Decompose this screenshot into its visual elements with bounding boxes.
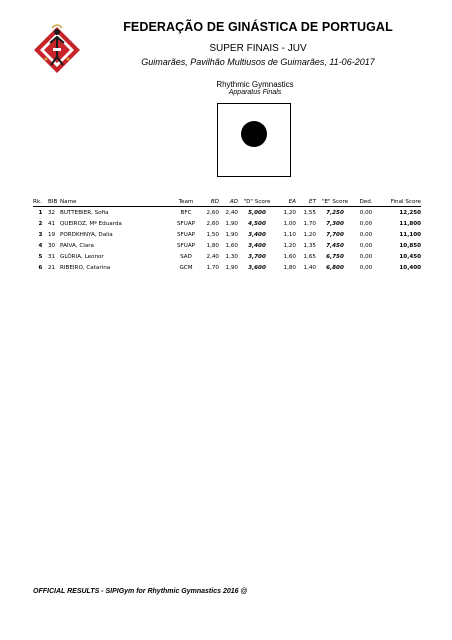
final-score-cell: 10,850	[399, 242, 421, 249]
apparatus-box	[217, 103, 291, 177]
federation-logo	[30, 23, 84, 77]
results-table	[33, 198, 421, 273]
header-deduction: Ded.	[354, 198, 378, 207]
final-score-cell: 11,800	[399, 220, 421, 227]
table-row	[33, 251, 421, 262]
header-team: Team	[172, 198, 200, 207]
header-d-score: "D" Score	[238, 198, 276, 207]
team-cell: GCM	[179, 264, 193, 271]
deduction-cell: 0,00	[359, 209, 373, 216]
gymnast-name: PORDKHNYA, Dalia	[60, 231, 113, 238]
rank-cell: 6	[38, 264, 43, 271]
ea-cell: 1,20	[283, 209, 296, 216]
gymnast-name: QUEIROZ, Mª Eduarda	[60, 220, 122, 227]
d-score-cell: 3,700	[248, 253, 266, 260]
e-score-cell: 7,450	[326, 242, 344, 249]
bd-cell: 2,60	[206, 220, 219, 227]
final-score-cell: 10,400	[399, 264, 421, 271]
ea-cell: 1,00	[283, 220, 296, 227]
results-header-row	[33, 198, 421, 207]
gymnast-name: RIBEIRO, Catarina	[60, 264, 111, 271]
team-cell: SAD	[180, 253, 192, 260]
venue-date: Guimarães, Pavilhão Multiusos de Guimarães, 11-06-2017	[141, 57, 375, 67]
ad-cell: 1,60	[225, 242, 238, 249]
bd-cell: 2,60	[206, 209, 219, 216]
et-cell: 1,70	[303, 220, 316, 227]
team-cell: SFUAP	[176, 242, 196, 249]
et-cell: 1,55	[303, 209, 316, 216]
header-et: ET	[296, 198, 316, 207]
team-cell: SFUAP	[176, 231, 196, 238]
ad-cell: 1,90	[225, 264, 238, 271]
bd-cell: 2,40	[206, 253, 219, 260]
bib-cell: 32	[48, 209, 56, 216]
header-ad: AD	[219, 198, 238, 207]
d-score-cell: 5,000	[248, 209, 266, 216]
ad-cell: 1,90	[225, 220, 238, 227]
e-score-cell: 6,750	[326, 253, 344, 260]
header-name: Name	[60, 198, 172, 207]
d-score-cell: 3,400	[248, 231, 266, 238]
table-row	[33, 207, 421, 219]
header-ea: EA	[276, 198, 296, 207]
d-score-cell: 4,500	[248, 220, 266, 227]
bd-cell: 1,80	[206, 242, 219, 249]
e-score-cell: 7,700	[326, 231, 344, 238]
bib-cell: 31	[48, 253, 56, 260]
deduction-cell: 0,00	[359, 264, 373, 271]
header-final-score: Final Score	[378, 198, 421, 207]
gymnast-name: GLÓRIA, Leonor	[60, 253, 104, 260]
bib-cell: 30	[48, 242, 56, 249]
federation-logo-icon	[30, 23, 84, 77]
ball-icon	[241, 121, 267, 147]
discipline-label: Rhythmic Gymnastics	[216, 80, 294, 89]
deduction-cell: 0,00	[359, 220, 373, 227]
deduction-cell: 0,00	[359, 253, 373, 260]
rank-cell: 2	[38, 220, 43, 227]
table-row	[33, 218, 421, 229]
et-cell: 1,40	[303, 264, 316, 271]
d-score-cell: 3,600	[248, 264, 266, 271]
header-bib: BIB	[48, 198, 60, 207]
team-cell: BFC	[180, 209, 192, 216]
et-cell: 1,35	[303, 242, 316, 249]
bd-cell: 1,70	[206, 264, 219, 271]
phase-label: Apparatus Finals	[228, 89, 282, 96]
bib-cell: 21	[48, 264, 56, 271]
deduction-cell: 0,00	[359, 231, 373, 238]
header-e-score: "E" Score	[316, 198, 354, 207]
rank-cell: 1	[38, 209, 43, 216]
organization-title: FEDERAÇÃO DE GINÁSTICA DE PORTUGAL	[123, 20, 393, 34]
table-row	[33, 240, 421, 251]
final-score-cell: 11,100	[399, 231, 421, 238]
bd-cell: 1,50	[206, 231, 219, 238]
ad-cell: 2,40	[225, 209, 238, 216]
ad-cell: 1,90	[225, 231, 238, 238]
d-score-cell: 3,400	[248, 242, 266, 249]
ad-cell: 1,30	[225, 253, 238, 260]
final-score-cell: 10,450	[399, 253, 421, 260]
footer-note: OFFICIAL RESULTS - SIPIGym for Rhythmic Gymnastics 2016 @	[33, 588, 248, 595]
rank-cell: 5	[38, 253, 43, 260]
event-title: SUPER FINAIS - JUV	[209, 43, 307, 54]
ea-cell: 1,80	[283, 264, 296, 271]
bib-cell: 41	[48, 220, 56, 227]
ea-cell: 1,60	[283, 253, 296, 260]
header-rank: Rk.	[33, 198, 48, 207]
ea-cell: 1,20	[283, 242, 296, 249]
rank-cell: 3	[38, 231, 43, 238]
e-score-cell: 7,300	[326, 220, 344, 227]
e-score-cell: 6,800	[326, 264, 344, 271]
bib-cell: 19	[48, 231, 56, 238]
team-cell: SFUAP	[176, 220, 196, 227]
header-bd: BD	[200, 198, 219, 207]
ea-cell: 1,10	[283, 231, 296, 238]
e-score-cell: 7,250	[326, 209, 344, 216]
et-cell: 1,20	[303, 231, 316, 238]
deduction-cell: 0,00	[359, 242, 373, 249]
gymnast-name: PAIVA, Clara	[60, 242, 94, 249]
rank-cell: 4	[38, 242, 43, 249]
et-cell: 1,65	[303, 253, 316, 260]
gymnast-name: BUTTEBIER, Sofia	[60, 209, 109, 216]
table-row	[33, 262, 421, 273]
final-score-cell: 12,250	[399, 209, 421, 216]
table-row	[33, 229, 421, 240]
